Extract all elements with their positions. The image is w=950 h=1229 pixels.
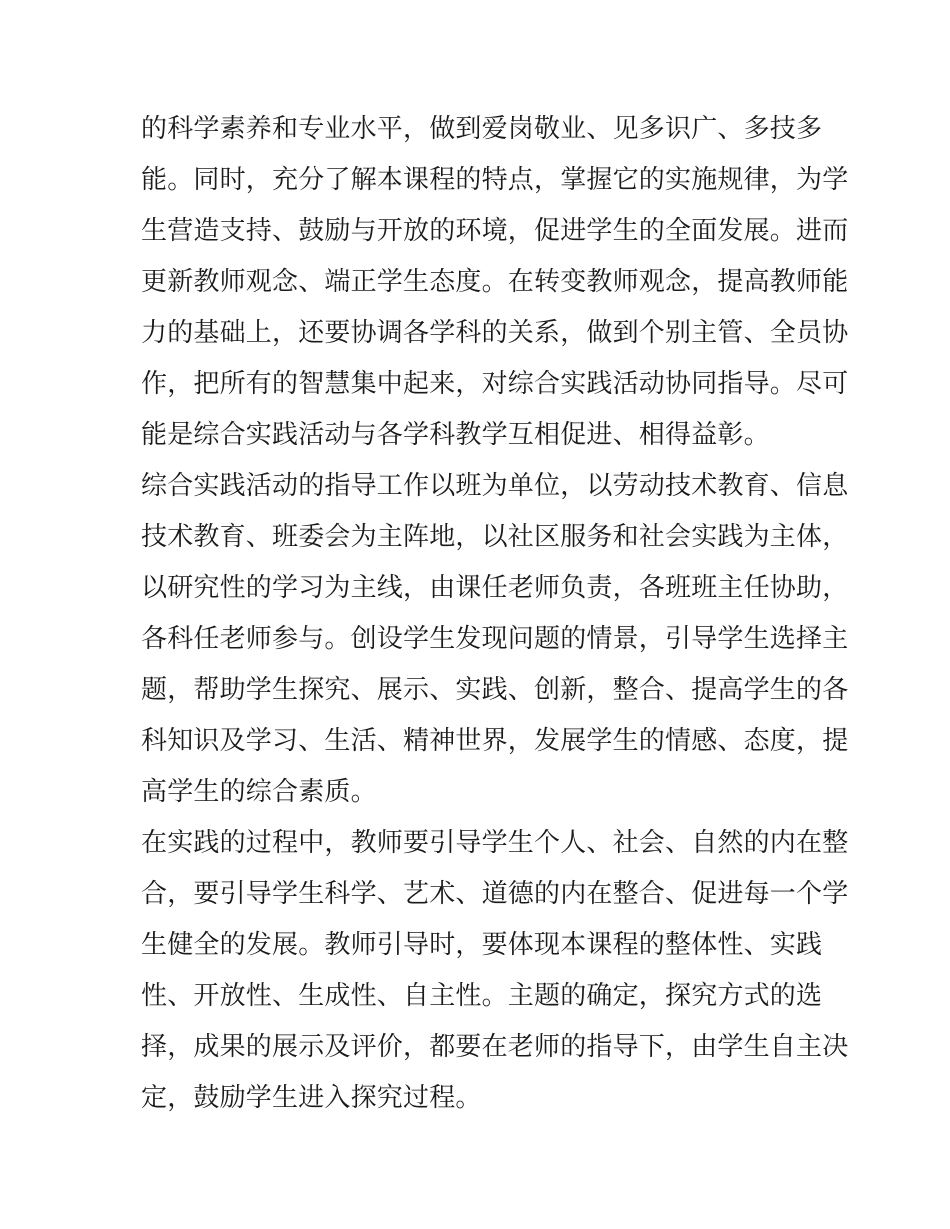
text-line: 性、开放性、生成性、自主性。主题的确定，探究方式的选 xyxy=(141,981,823,1011)
text-line: 作，把所有的智慧集中起来，对综合实践活动协同指导。尽可 xyxy=(141,369,849,399)
text-line: 定，鼓励学生进入探究过程。 xyxy=(141,1083,482,1113)
text-line: 综合实践活动的指导工作以班为单位，以劳动技术教育、信息 xyxy=(141,471,849,501)
text-line: 力的基础上，还要协调各学科的关系，做到个别主管、全员协 xyxy=(141,318,849,348)
text-line: 能是综合实践活动与各学科教学互相促进、相得益彰。 xyxy=(141,420,770,450)
paragraph-3 xyxy=(141,818,849,1124)
text-line: 技术教育、班委会为主阵地，以社区服务和社会实践为主体， xyxy=(141,522,849,552)
text-line: 在实践的过程中，教师要引导学生个人、社会、自然的内在整 xyxy=(141,828,849,858)
text-line: 更新教师观念、端正学生态度。在转变教师观念，提高教师能 xyxy=(141,267,849,297)
text-line: 的科学素养和专业水平，做到爱岗敬业、见多识广、多技多 xyxy=(141,114,823,144)
text-line: 各科任老师参与。创设学生发现问题的情景，引导学生选择主 xyxy=(141,624,849,654)
text-line: 生健全的发展。教师引导时，要体现本课程的整体性、实践 xyxy=(141,930,823,960)
paragraph-2 xyxy=(141,461,849,818)
text-line: 题，帮助学生探究、展示、实践、创新，整合、提高学生的各 xyxy=(141,675,849,705)
text-line: 能。同时，充分了解本课程的特点，掌握它的实施规律，为学 xyxy=(141,165,849,195)
paragraph-1 xyxy=(141,104,849,461)
text-line: 高学生的综合素质。 xyxy=(141,777,377,807)
body-text xyxy=(141,104,849,1124)
text-line: 科知识及学习、生活、精神世界，发展学生的情感、态度，提 xyxy=(141,726,849,756)
text-line: 以研究性的学习为主线，由课任老师负责，各班班主任协助， xyxy=(141,573,849,603)
text-line: 合，要引导学生科学、艺术、道德的内在整合、促进每一个学 xyxy=(141,879,849,909)
text-line: 择，成果的展示及评价，都要在老师的指导下，由学生自主决 xyxy=(141,1032,849,1062)
text-line: 生营造支持、鼓励与开放的环境，促进学生的全面发展。进而 xyxy=(141,216,849,246)
